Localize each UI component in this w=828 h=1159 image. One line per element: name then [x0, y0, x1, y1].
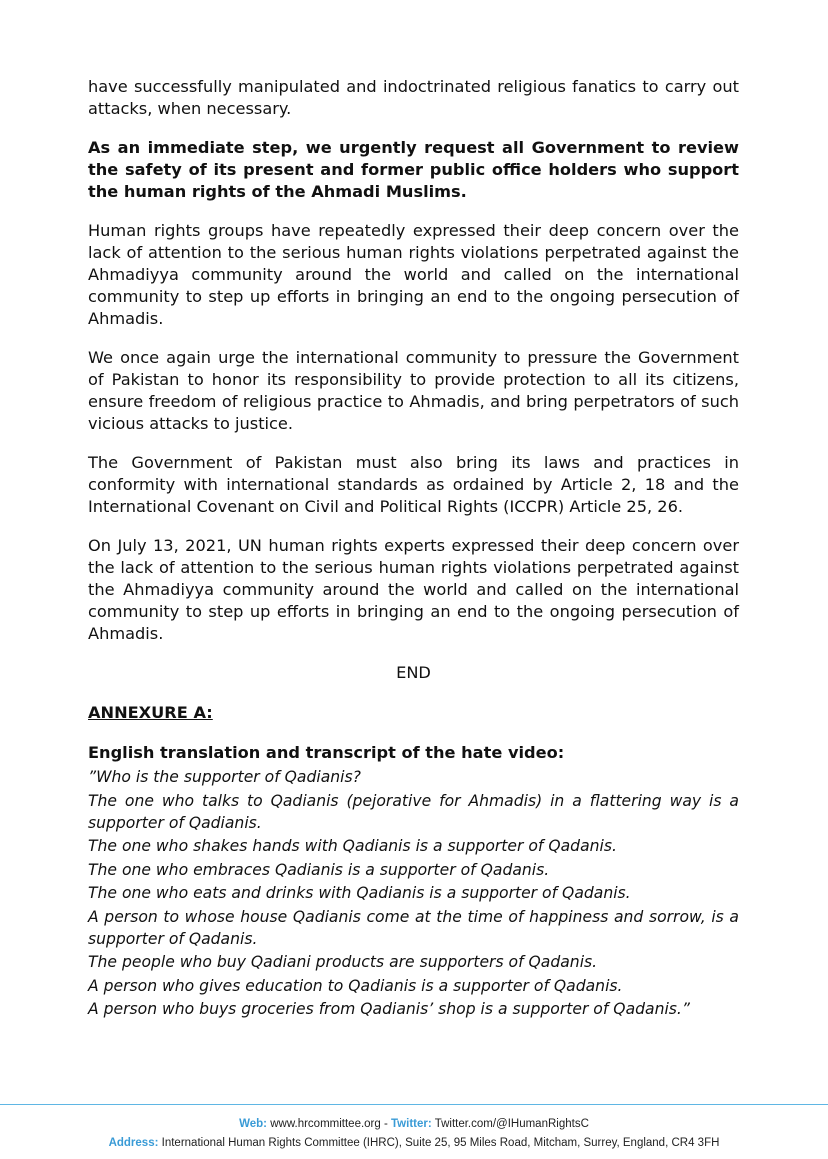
- web-link[interactable]: www.hrcommittee.org: [270, 1118, 381, 1130]
- paragraph-6: On July 13, 2021, UN human rights experts expressed their deep concern over the lack of attention to the serious human rights violations perpetrated against the Ahmadiyya community around the world and called on the international community to step up efforts in bringing an end to the ongoing persecution of Ahmadis.: [88, 536, 739, 643]
- page-footer: [0, 1115, 828, 1153]
- footer-divider: [0, 1104, 828, 1105]
- transcript-line: The one who talks to Qadianis (pejorative for Ahmadis) in a flattering way is a supporter of Qadianis.: [88, 791, 739, 832]
- paragraph-5: The Government of Pakistan must also bring its laws and practices in conformity with international standards as ordained by Article 2, 18 and the International Covenant on Civil and Political Rights (ICCPR) Article 25, 26.: [88, 453, 739, 516]
- footer-separator: -: [383, 1118, 392, 1130]
- transcript-line: The one who embraces Qadianis is a supporter of Qadanis.: [88, 860, 550, 879]
- annexure-title: ANNEXURE A:: [88, 703, 213, 722]
- transcript-line: The people who buy Qadiani products are supporters of Qadanis.: [88, 953, 598, 971]
- end-marker: END: [396, 663, 431, 682]
- address-label: Address:: [108, 1137, 159, 1149]
- document-page: [88, 76, 739, 1022]
- transcript-line: A person to whose house Qadianis come at the time of happiness and sorrow, is a supporter of Qadanis.: [88, 907, 739, 948]
- transcript-line: A person who buys groceries from Qadianis’ shop is a supporter of Qadanis.”: [88, 1000, 690, 1018]
- paragraph-4: We once again urge the international community to pressure the Government of Pakistan to honor its responsibility to provide protection to all its citizens, ensure freedom of religious practice to Ahmadis, and bring perpetrators of such vicious attacks to justice.: [88, 348, 739, 433]
- paragraph-request: As an immediate step, we urgently request all Government to review the safety of its present and former public office holders who support the human rights of the Ahmadi Muslims.: [88, 138, 739, 201]
- transcript-line: The one who shakes hands with Qadianis is a supporter of Qadanis.: [88, 837, 617, 855]
- twitter-label: Twitter:: [391, 1118, 432, 1130]
- transcript-line: The one who eats and drinks with Qadianis is a supporter of Qadanis.: [88, 884, 631, 902]
- paragraph-1: have successfully manipulated and indoctrinated religious fanatics to carry out attacks, when necessary.: [88, 77, 739, 118]
- transcript-line: A person who gives education to Qadianis is a supporter of Qadanis.: [88, 976, 623, 995]
- footer-address-row: [0, 1134, 828, 1153]
- transcript-line: ”Who is the supporter of Qadianis?: [88, 768, 361, 786]
- web-label: Web:: [239, 1118, 268, 1130]
- footer-web-row: [0, 1115, 828, 1134]
- twitter-link[interactable]: Twitter.com/@IHumanRightsC: [434, 1118, 589, 1130]
- address-text: International Human Rights Committee (IHRC), Suite 25, 95 Miles Road, Mitcham, Surrey, England, CR4 3FH: [161, 1137, 720, 1149]
- annexure-heading: English translation and transcript of the hate video:: [88, 743, 565, 762]
- paragraph-3: Human rights groups have repeatedly expressed their deep concern over the lack of attention to the serious human rights violations perpetrated against the Ahmadiyya community around the world and called on the international community to step up efforts in bringing an end to the ongoing persecution of Ahmadis.: [88, 221, 739, 328]
- transcript: [88, 766, 739, 1020]
